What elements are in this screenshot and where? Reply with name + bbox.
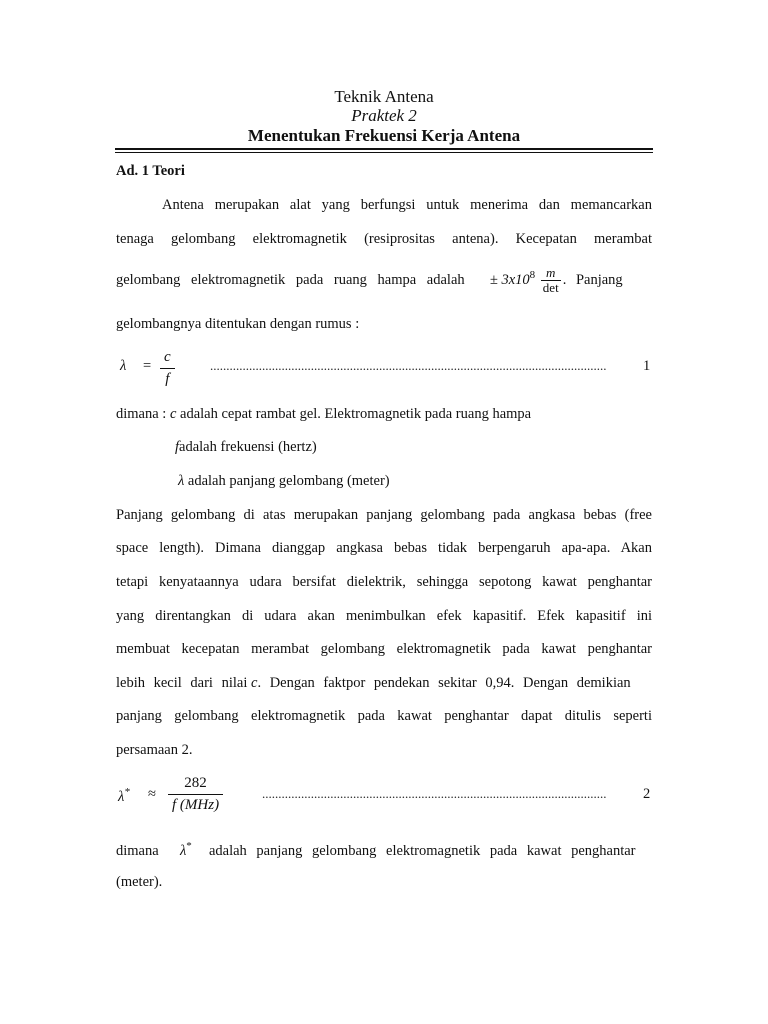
paragraph2-line7: panjang gelombang elektromagnetik pada kawat penghantar dapat ditulis seperti (116, 708, 652, 724)
eq1-fraction (160, 349, 175, 388)
definition-lambda: adalah panjang gelombang (meter) (187, 473, 390, 489)
closing-line1 (116, 840, 652, 860)
heading-rule-thick (115, 148, 653, 150)
paragraph2-line6-post: . Dengan faktpor pendekan sekitar 0,94. Dengan demikian (257, 675, 631, 691)
paragraph1-line3-pre: gelombang elektromagnetik pada ruang hampa adalah (116, 271, 465, 288)
closing-lambda: λ (179, 842, 187, 859)
eq2-lambda-symbol: λ (118, 788, 125, 805)
definitions-row-lambda (178, 473, 390, 490)
symbol-lambda: λ (178, 473, 185, 489)
speed-value: ± 3x10 (489, 271, 530, 288)
document-subtitle: Praktek 2 (351, 106, 417, 125)
eq2-number: 2 (643, 786, 651, 802)
paragraph2-line2: space length). Dimana dianggap angkasa bebas tidak berpengaruh apa-apa. Akan (116, 540, 652, 556)
symbol-f: f (175, 439, 180, 455)
eq2-numerator: 282 (168, 775, 223, 795)
paragraph2-line6 (116, 675, 652, 692)
document-title: Teknik Antena (334, 87, 434, 106)
paragraph2-line3: tetapi kenyataannya udara bersifat dielektrik, sehingga sepotong kawat penghantar (116, 574, 652, 590)
paragraph1-line3 (116, 266, 652, 295)
definitions-row-f (175, 439, 317, 456)
document-heading: Menentukan Frekuensi Kerja Antena (247, 126, 521, 145)
eq2-lambda (118, 786, 130, 806)
unit-fraction-denominator: det (542, 280, 559, 295)
eq1-lambda: λ (120, 358, 127, 374)
paragraph2-line1: Panjang gelombang di atas merupakan panjang gelombang pada angkasa bebas (free (116, 507, 652, 523)
paragraph1-line1: Antena merupakan alat yang berfungsi untuk menerima dan memancarkan (162, 197, 652, 213)
definition-c: adalah cepat rambat gel. Elektromagnetik pada ruang hampa (180, 406, 532, 422)
paragraph1-line3-post: . Panjang (562, 271, 623, 288)
definition-f: adalah frekuensi (hertz) (179, 439, 317, 455)
eq2-denominator: f (MHz) (172, 797, 220, 813)
paragraph2-line5: membuat kecepatan merambat gelombang elektromagnetik pada kawat penghantar (116, 641, 652, 657)
eq1-leader-dots: .......................................................................................................................... (210, 358, 607, 373)
eq1-number: 1 (643, 358, 651, 374)
paragraph1-line4: gelombangnya ditentukan dengan rumus : (116, 316, 360, 332)
definitions-intro: dimana : (116, 406, 167, 422)
closing-lambda-star: * (186, 840, 192, 852)
unit-fraction-numerator: m (541, 266, 561, 281)
unit-fraction (541, 266, 561, 295)
definitions-row-c (116, 406, 531, 423)
closing-pre: dimana (116, 842, 159, 859)
section-label: Ad. 1 Teori (116, 163, 185, 179)
paragraph2-symbol-c: c (251, 675, 258, 691)
eq1-denominator: f (165, 371, 170, 387)
speed-exponent: 8 (529, 269, 536, 281)
eq1-numerator: c (160, 349, 175, 369)
paragraph2-line6-pre: lebih kecil dari nilai (116, 675, 248, 691)
heading-rule-thin (115, 152, 653, 153)
eq2-leader-dots: .......................................................................................................... (262, 786, 607, 801)
closing-post: adalah panjang gelombang elektromagnetik pada kawat penghantar (208, 842, 636, 859)
eq2-fraction (168, 775, 223, 814)
paragraph1-line2: tenaga gelombang elektromagnetik (resiprositas antena). Kecepatan merambat (116, 231, 652, 247)
eq2-lambda-star: * (124, 786, 130, 798)
symbol-c: c (169, 406, 177, 422)
eq2-approx: ≈ (148, 786, 156, 802)
eq1-equals: = (143, 358, 152, 374)
paragraph2-line4: yang direntangkan di udara akan menimbulkan efek kapasitif. Efek kapasitif ini (116, 608, 652, 624)
closing-line2: (meter). (116, 874, 163, 890)
paragraph2-line8: persamaan 2. (116, 742, 193, 758)
